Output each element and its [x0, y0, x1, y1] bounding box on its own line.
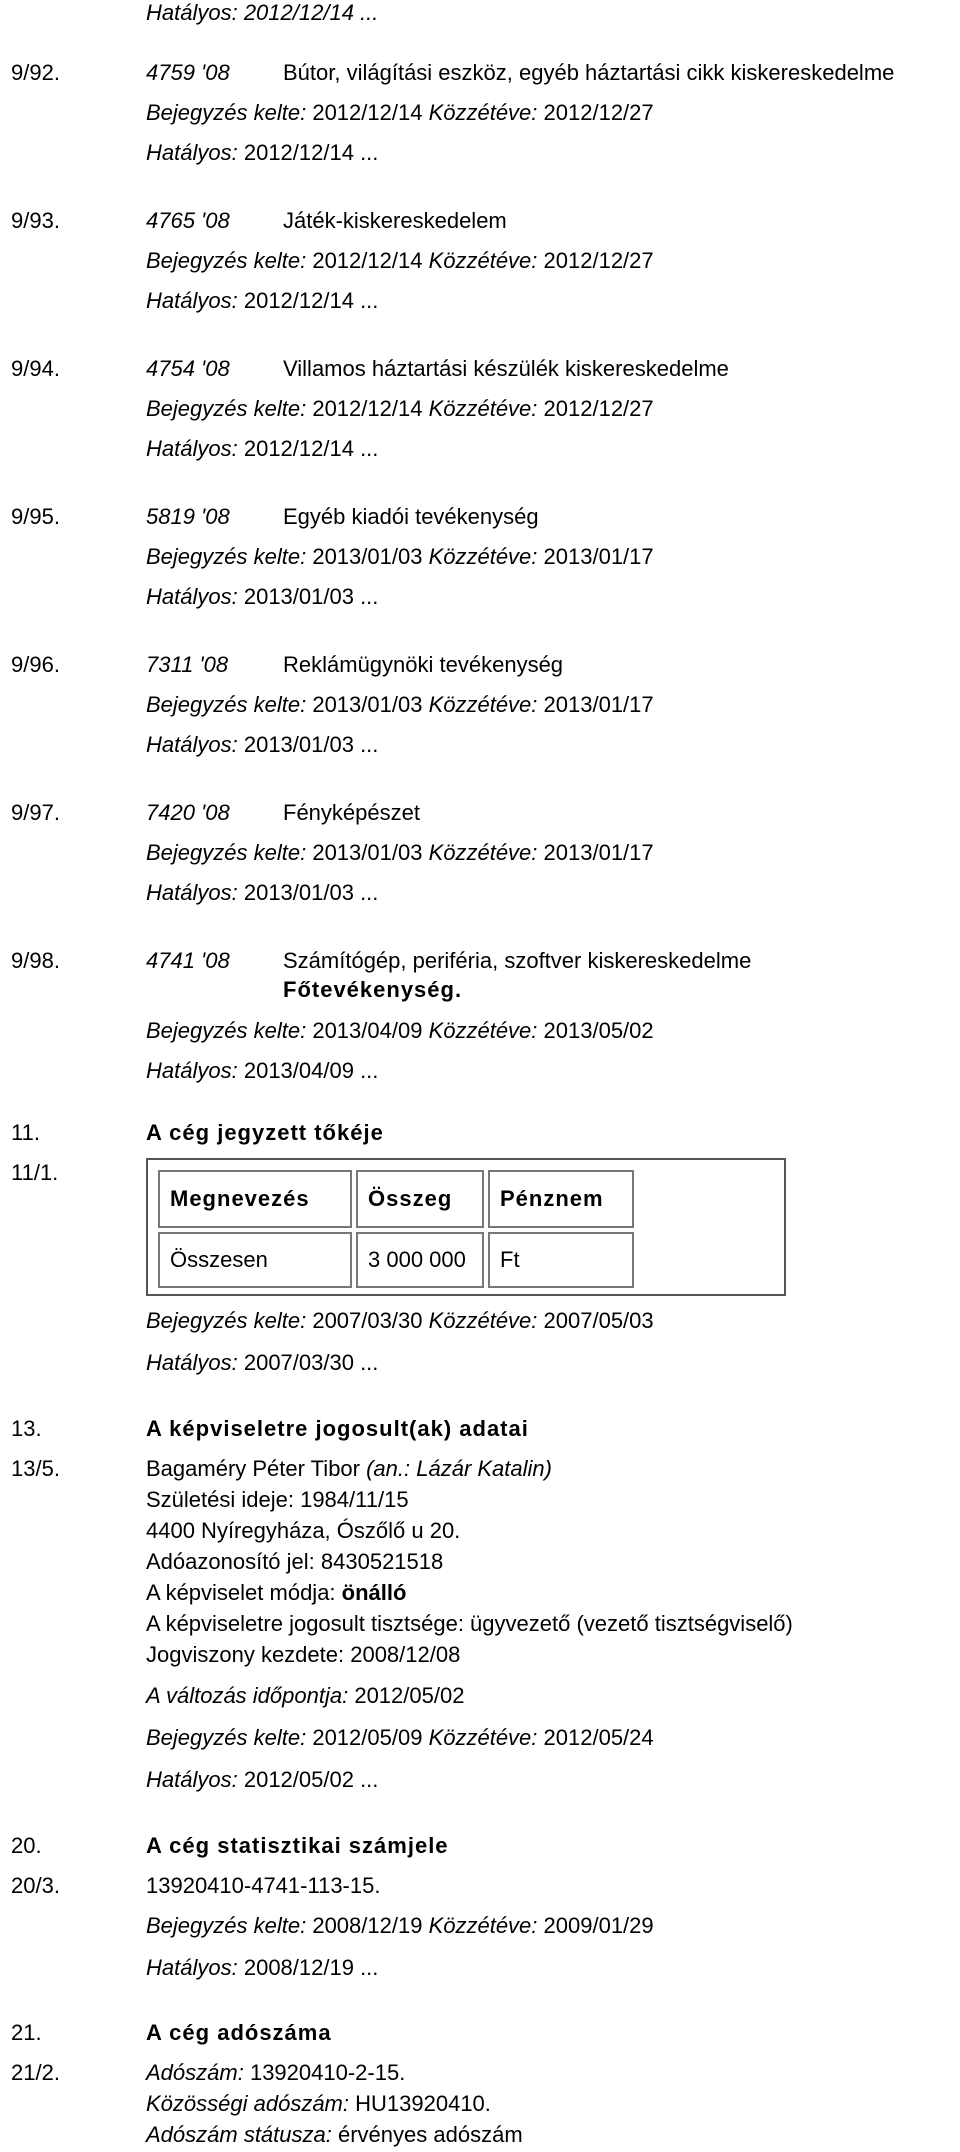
- activity-code: 4741 '08: [146, 948, 230, 973]
- effective-line: Hatályos: 2012/12/14 ...: [146, 140, 379, 165]
- registration-line: Bejegyzés kelte: 2012/05/09 Közzétéve: 2012/05/24: [146, 1725, 654, 1750]
- entry-number: 9/95.: [11, 504, 60, 529]
- table-cell-currency: Ft: [488, 1232, 634, 1288]
- effective-line: Hatályos: 2012/12/14 ...: [146, 0, 379, 25]
- section-title: A cég jegyzett tőkéje: [146, 1120, 384, 1145]
- activity-description: Számítógép, periféria, szoftver kiskereskedelme: [283, 948, 752, 973]
- entry-number: 9/92.: [11, 60, 60, 85]
- registration-line: Bejegyzés kelte: 2013/01/03 Közzétéve: 2013/01/17: [146, 692, 654, 717]
- effective-line: Hatályos: 2013/01/03 ...: [146, 584, 379, 609]
- entry-number: 9/94.: [11, 356, 60, 381]
- activity-description: Játék-kiskereskedelem: [283, 208, 507, 233]
- activity-description: Reklámügynöki tevékenység: [283, 652, 564, 677]
- effective-line: Hatályos: 2013/01/03 ...: [146, 880, 379, 905]
- section-number: 13.: [11, 1416, 42, 1441]
- section-number: 21.: [11, 2020, 42, 2045]
- change-date: A változás időpontja: 2012/05/02: [146, 1683, 465, 1708]
- subsection-number: 21/2.: [11, 2060, 60, 2085]
- capital-table: [146, 1158, 786, 1296]
- tax-id: Adóazonosító jel: 8430521518: [146, 1549, 444, 1574]
- main-activity-note: Főtevékenység.: [283, 977, 463, 1002]
- entry-number: 9/93.: [11, 208, 60, 233]
- activity-code: 4765 '08: [146, 208, 230, 233]
- activity-code: 7420 '08: [146, 800, 230, 825]
- tax-status: Adószám státusza: érvényes adószám: [146, 2122, 523, 2147]
- activity-description: Villamos háztartási készülék kiskereskedelme: [283, 356, 729, 381]
- activity-code: 4754 '08: [146, 356, 230, 381]
- effective-line: Hatályos: 2012/12/14 ...: [146, 436, 379, 461]
- entry-number: 9/96.: [11, 652, 60, 677]
- statistical-number: 13920410-4741-113-15.: [146, 1873, 381, 1898]
- table-header-name: Megnevezés: [158, 1170, 352, 1228]
- registration-line: Bejegyzés kelte: 2013/01/03 Közzétéve: 2013/01/17: [146, 544, 654, 569]
- registration-line: Bejegyzés kelte: 2012/12/14 Közzétéve: 2012/12/27: [146, 100, 654, 125]
- table-cell-amount: 3 000 000: [356, 1232, 484, 1288]
- effective-line: Hatályos: 2013/04/09 ...: [146, 1058, 379, 1083]
- section-number: 11.: [11, 1120, 40, 1145]
- effective-line: Hatályos: 2013/01/03 ...: [146, 732, 379, 757]
- entry-number: 9/97.: [11, 800, 60, 825]
- role: A képviseletre jogosult tisztsége: ügyvezető (vezető tisztségviselő): [146, 1611, 793, 1636]
- relationship-start: Jogviszony kezdete: 2008/12/08: [146, 1642, 461, 1667]
- registration-line: Bejegyzés kelte: 2013/04/09 Közzétéve: 2013/05/02: [146, 1018, 654, 1043]
- activity-description: Fényképészet: [283, 800, 420, 825]
- registration-line: Bejegyzés kelte: 2013/01/03 Közzétéve: 2013/01/17: [146, 840, 654, 865]
- representation-mode: A képviselet módja: önálló: [146, 1580, 407, 1605]
- table-cell-name: Összesen: [158, 1232, 352, 1288]
- activity-code: 4759 '08: [146, 60, 230, 85]
- activity-description: Bútor, világítási eszköz, egyéb háztartási cikk kiskereskedelme: [283, 60, 895, 85]
- registration-line: Bejegyzés kelte: 2008/12/19 Közzétéve: 2009/01/29: [146, 1913, 654, 1938]
- table-header-currency: Pénznem: [488, 1170, 634, 1228]
- activity-code: 7311 '08: [146, 652, 229, 677]
- tax-number: Adószám: 13920410-2-15.: [146, 2060, 406, 2085]
- address: 4400 Nyíregyháza, Ószőlő u 20.: [146, 1518, 461, 1543]
- representative-name: Bagaméry Péter Tibor (an.: Lázár Katalin): [146, 1456, 552, 1481]
- entry-number: 9/98.: [11, 948, 60, 973]
- birth-date: Születési ideje: 1984/11/15: [146, 1487, 409, 1512]
- activity-description: Egyéb kiadói tevékenység: [283, 504, 539, 529]
- effective-line: Hatályos: 2007/03/30 ...: [146, 1350, 379, 1375]
- section-title: A képviseletre jogosult(ak) adatai: [146, 1416, 529, 1441]
- registration-line: Bejegyzés kelte: 2012/12/14 Közzétéve: 2012/12/27: [146, 396, 654, 421]
- section-title: A cég adószáma: [146, 2020, 332, 2045]
- effective-line: Hatályos: 2012/05/02 ...: [146, 1767, 379, 1792]
- activity-code: 5819 '08: [146, 504, 230, 529]
- registration-line: Bejegyzés kelte: 2012/12/14 Közzétéve: 2012/12/27: [146, 248, 654, 273]
- table-header-amount: Összeg: [356, 1170, 484, 1228]
- effective-line: Hatályos: 2012/12/14 ...: [146, 288, 379, 313]
- subsection-number: 13/5.: [11, 1456, 60, 1481]
- subsection-number: 11/1.: [11, 1160, 59, 1185]
- subsection-number: 20/3.: [11, 1873, 60, 1898]
- effective-line: Hatályos: 2008/12/19 ...: [146, 1955, 379, 1980]
- registration-line: Bejegyzés kelte: 2007/03/30 Közzétéve: 2007/05/03: [146, 1308, 654, 1333]
- section-number: 20.: [11, 1833, 42, 1858]
- eu-tax-number: Közösségi adószám: HU13920410.: [146, 2091, 491, 2116]
- section-title: A cég statisztikai számjele: [146, 1833, 449, 1858]
